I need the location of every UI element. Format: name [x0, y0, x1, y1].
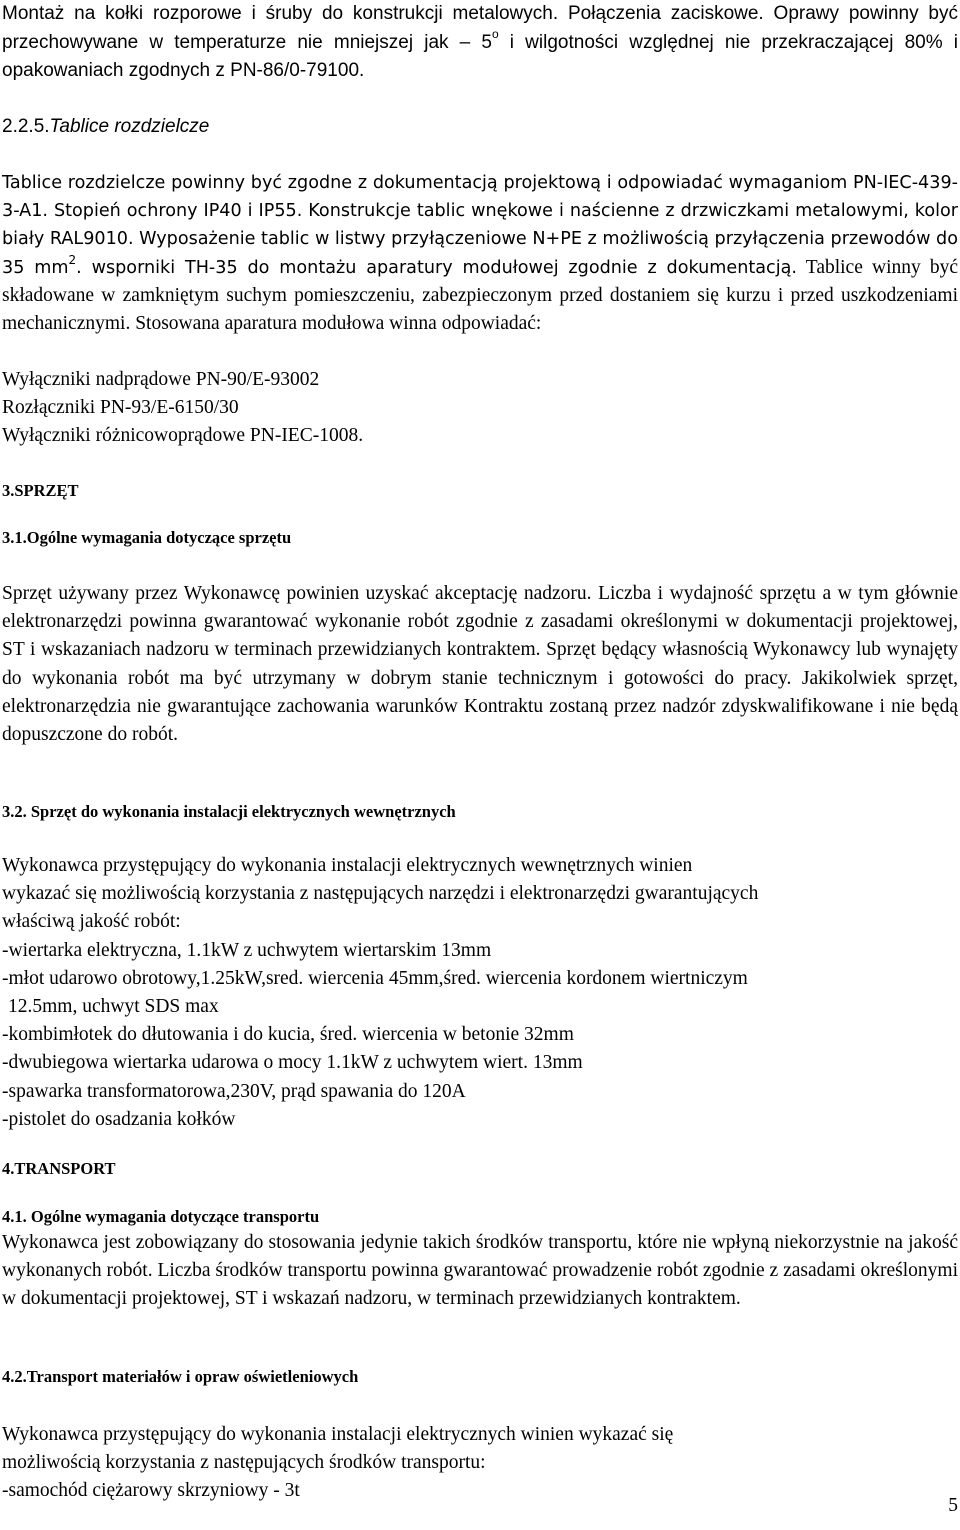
list-item: -spawarka transformatorowa,230V, prąd spawania do 120A: [2, 1080, 466, 1102]
page-number: 5: [948, 1495, 958, 1516]
text-line: wykazać się możliwością korzystania z następujących narzędzi i elektronarzędzi gwarantujących: [2, 883, 759, 905]
paragraph-sprzet: Sprzęt używany przez Wykonawcę powinien uzyskać akceptację nadzoru. Liczba i wydajność sprzętu a w tym głównie elektronarzędzi powinna gwarantować wykonanie robót zgodnie z zasadami określonymi w dokumentacji projektowej, ST i wskazaniach nadzoru w terminach przewidzianych kontraktem. Sprzęt będący własnością Wykonawcy lub wynajęty do wykonania robót ma być utrzymany w dobrym stanie technicznym i gotowości do pracy. Jakikolwiek sprzęt, elektronarzędzia nie gwarantujące zachowania warunków Kontraktu zostaną przez nadzór zdyskwalifikowane i nie będą dopuszczone do robót.: [2, 583, 958, 746]
paragraph-transport-materialow: [2, 1421, 673, 1506]
heading-4-transport: 4.TRANSPORT: [2, 1159, 116, 1178]
heading-4-2: 4.2.Transport materiałów i opraw oświetleniowych: [2, 1367, 359, 1386]
heading-3-1: 3.1.Ogólne wymagania dotyczące sprzętu: [2, 528, 292, 547]
list-item: 12.5mm, uchwyt SDS max: [8, 996, 219, 1018]
heading-2-2-5: [2, 113, 209, 141]
heading-2-2-5-title: Tablice rozdzielcze: [49, 116, 210, 137]
list-item: -samochód ciężarowy skrzyniowy - 3t: [2, 1480, 300, 1502]
heading-2-2-5-number: 2.2.5.: [2, 116, 50, 137]
list-item: -kombimłotek do dłutowania i do kucia, śred. wiercenia w betonie 32mm: [2, 1024, 574, 1046]
list-aparatura: [2, 366, 363, 451]
mm2-superscript: 2: [68, 252, 77, 267]
paragraph-montaz-text-1: Montaż na kołki rozporowe i śruby do konstrukcji metalowych. Połączenia zaciskowe. Oprawy powinny być przechowywane w temperaturze nie mniejszej jak – 5: [2, 3, 958, 53]
list-item: -pistolet do osadzania kołków: [2, 1108, 236, 1130]
degree-superscript: o: [491, 27, 499, 42]
paragraph-montaz: [2, 0, 958, 86]
heading-4-1: 4.1. Ogólne wymagania dotyczące transportu: [2, 1207, 320, 1226]
paragraph-tablice-text-1: Tablice rozdzielcze powinny być zgodne z dokumentacją projektową i odpowiadać wymaganiom PN-IEC-439-3-A1. Stopień ochrony IP40 i IP55. Konstrukcje tablic wnękowe i naścienne z drzwiczkami metalowymi, kolor biały RAL9010. Wyposażenie tablic w listwy przyłączeniowe N+PE z możliwością przyłączenia przewodów do 35 mm: [2, 173, 958, 278]
paragraph-narzedzia: [2, 852, 758, 1134]
list-item: Wyłączniki nadprądowe PN-90/E-93002: [2, 369, 320, 390]
list-item: -wiertarka elektryczna, 1.1kW z uchwytem wiertarskim 13mm: [2, 939, 492, 961]
paragraph-tablice-text-3: Tablice winny być składowane w zamkniętym suchym pomieszczeniu, zabezpieczonym przed dostaniem się kurzu i przed uszkodzeniami mechanicznymi. Stosowana aparatura modułowa winna odpowiadać:: [2, 256, 959, 335]
paragraph-tablice-text-2: . wsporniki TH-35 do montażu aparatury modułowej zgodnie z dokumentacją.: [76, 257, 797, 278]
list-item: -młot udarowo obrotowy,1.25kW,sred. wiercenia 45mm,śred. wiercenia kordonem wiertniczym: [2, 967, 748, 989]
list-item: Wyłączniki różnicowoprądowe PN-IEC-1008.: [2, 425, 364, 447]
list-item: Rozłączniki PN-93/E-6150/30: [2, 397, 239, 419]
text-line: możliwością korzystania z następujących środków transportu:: [2, 1452, 486, 1474]
paragraph-tablice: [2, 169, 958, 338]
list-item: -dwubiegowa wiertarka udarowa o mocy 1.1kW z uchwytem wiert. 13mm: [2, 1052, 583, 1074]
heading-3-sprzet: 3.SPRZĘT: [2, 481, 79, 500]
text-line: Wykonawca przystępujący do wykonania instalacji elektrycznych wewnętrznych winien: [2, 855, 693, 876]
paragraph-transport: Wykonawca jest zobowiązany do stosowania jedynie takich środków transportu, które nie wpłyną niekorzystnie na jakość wykonanych robót. Liczba środków transportu powinna gwarantować prowadzenie robót zgodnie z zasadami określonymi w dokumentacji projektowej, ST i wskazań nadzoru, w terminach przewidzianych kontraktem.: [2, 1232, 958, 1310]
text-line: Wykonawca przystępujący do wykonania instalacji elektrycznych winien wykazać się: [2, 1424, 674, 1445]
paragraph-montaz-text-2: i wilgotności względnej nie przekraczającej 80% i opakowaniach zgodnych z PN-86/0-79100.: [2, 31, 958, 81]
text-line: właściwą jakość robót:: [2, 911, 181, 933]
heading-3-2: 3.2. Sprzęt do wykonania instalacji elektrycznych wewnętrznych: [2, 802, 456, 821]
